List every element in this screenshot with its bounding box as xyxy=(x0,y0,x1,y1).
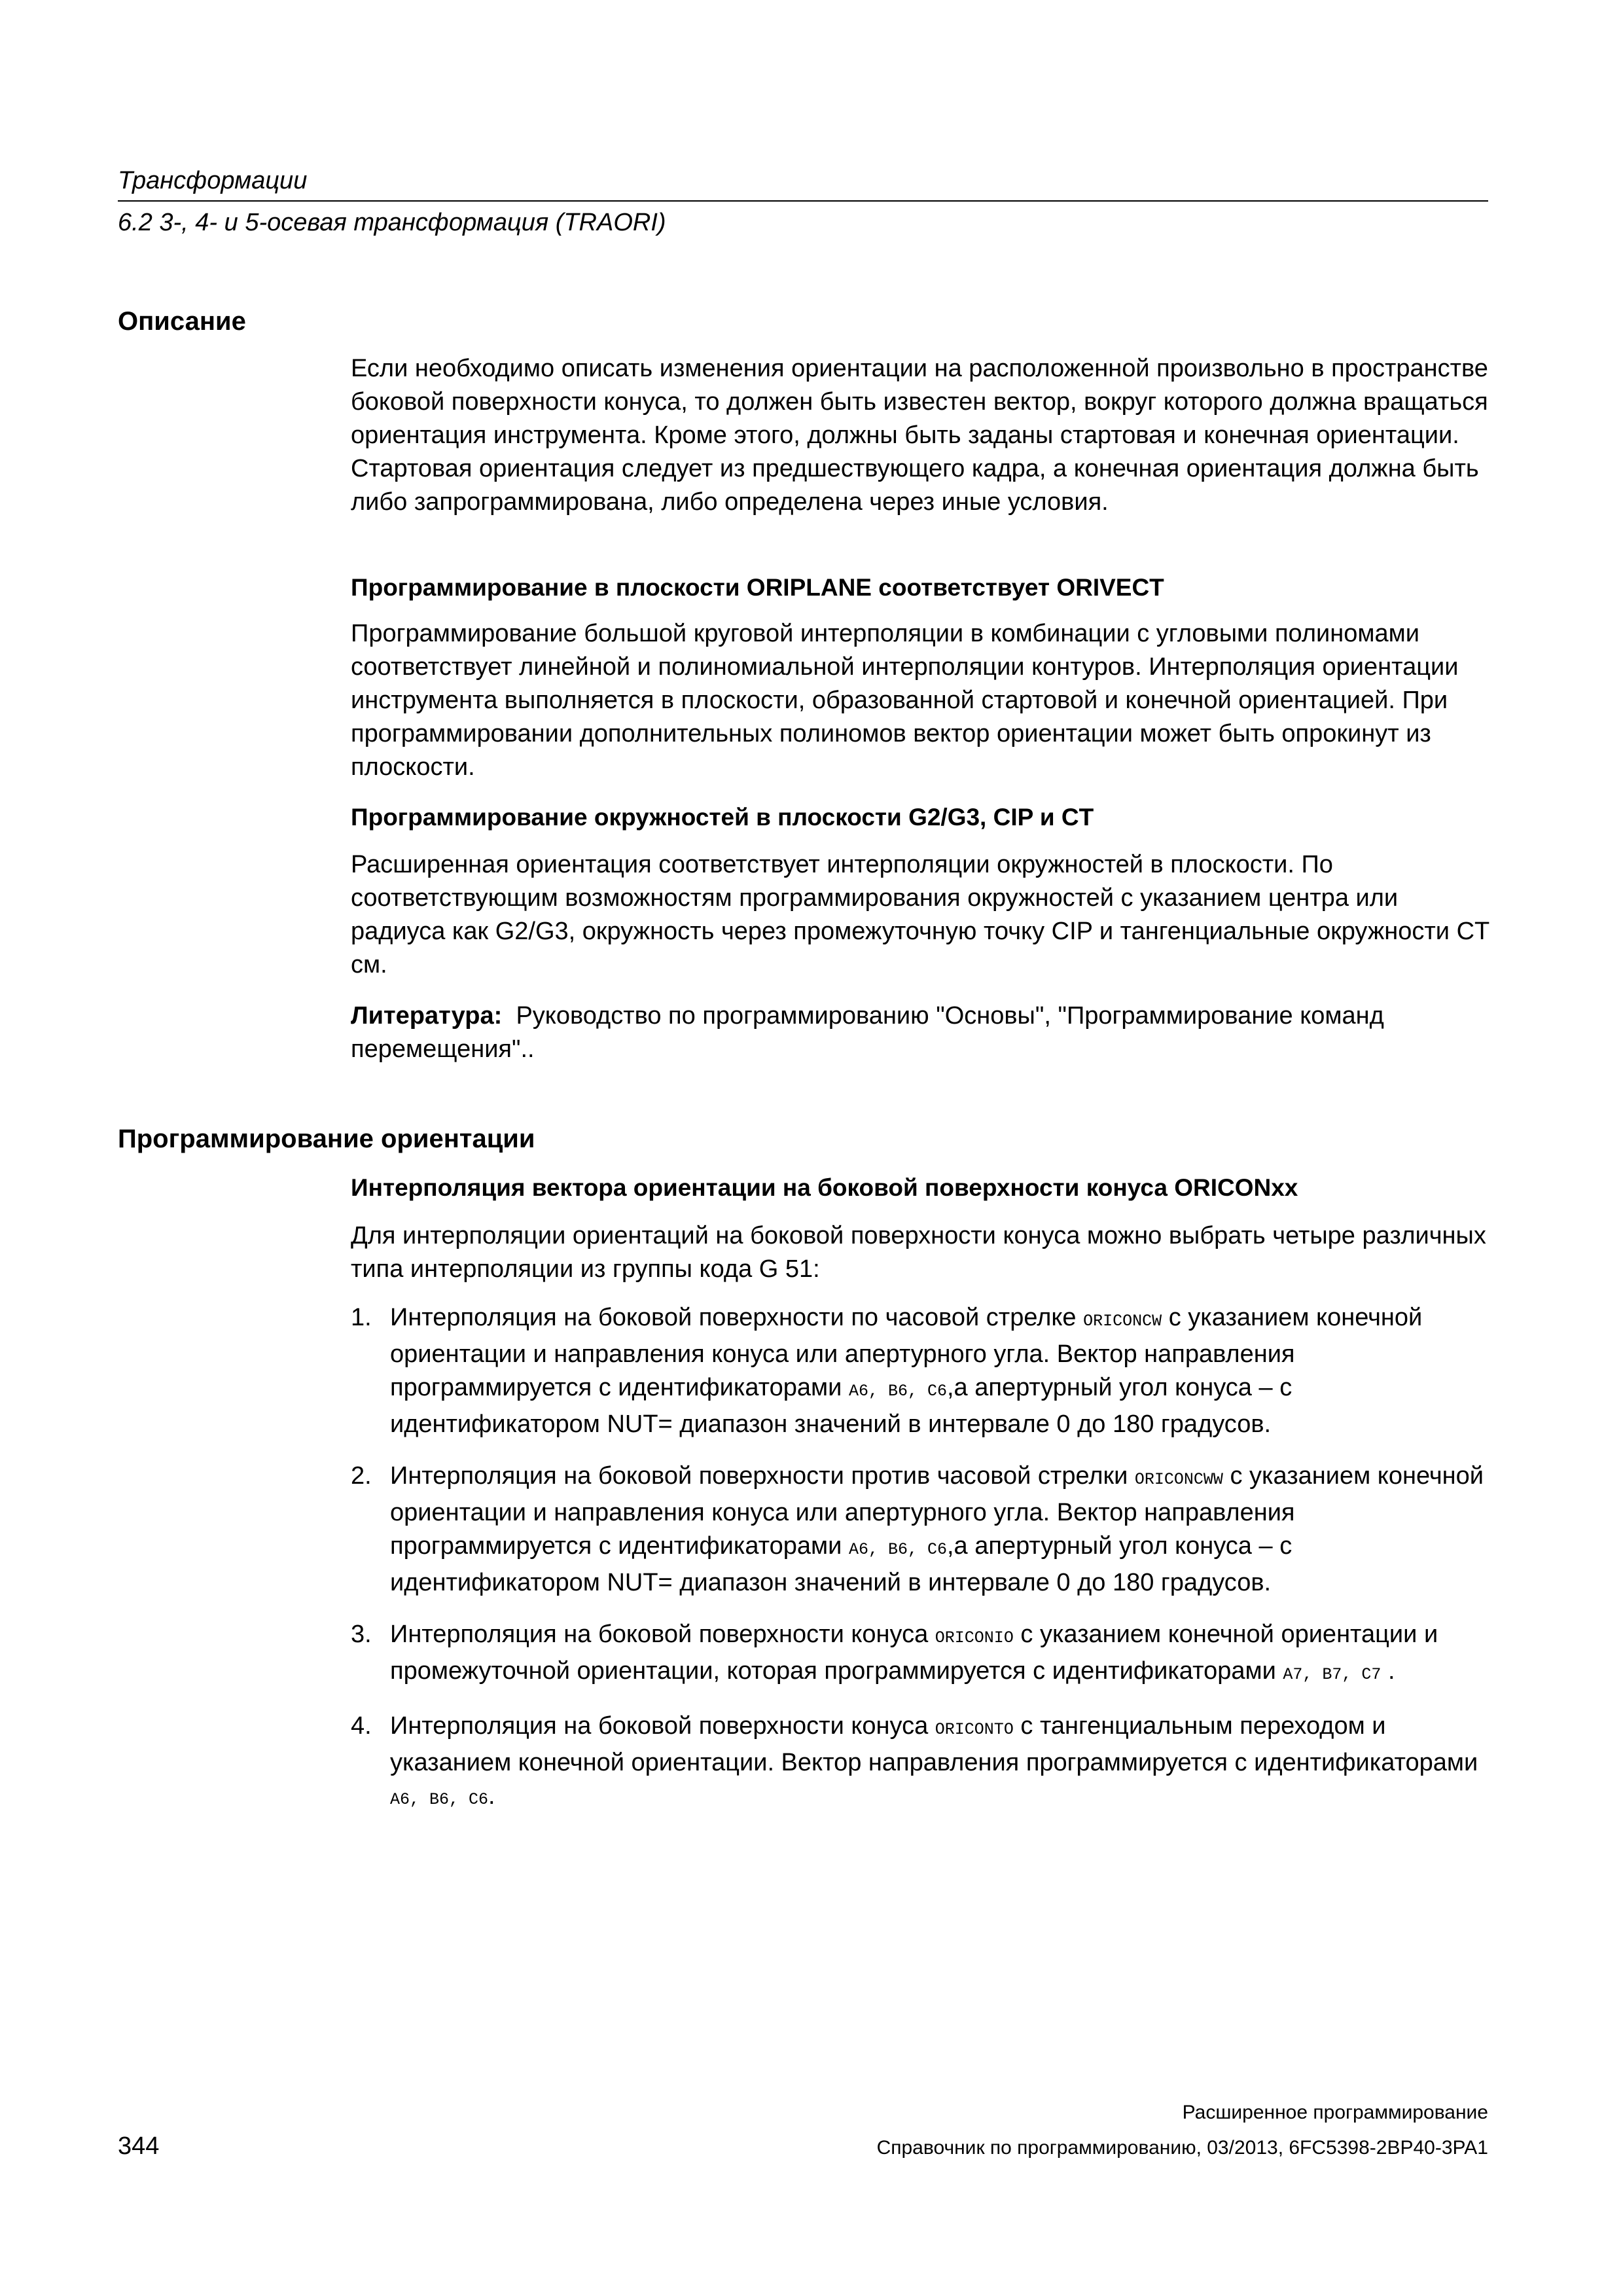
list-item xyxy=(351,1301,1489,1441)
footer-book-title: Расширенное программирование xyxy=(1182,2102,1488,2123)
page-number: 344 xyxy=(118,2132,160,2160)
list-item-text: . xyxy=(1381,1657,1395,1685)
interpolation-list xyxy=(351,1301,1489,1835)
list-item-text: ,а апертурный угол конуса – с идентификатором NUT= диапазон значений в интервале 0 до 180 градусов. xyxy=(390,1374,1293,1438)
list-item-number: 1. xyxy=(351,1304,372,1331)
literature-label: Литература: xyxy=(351,1002,503,1030)
code-keyword: ORICONTO xyxy=(935,1720,1014,1739)
running-header-title: Трансформации xyxy=(118,167,308,194)
oriconxx-intro-text: Для интерполяции ориентаций на боковой поверхности конуса можно выбрать четыре различных типа интерполяции из группы кода G 51: xyxy=(351,1222,1486,1283)
section-heading-description: Описание xyxy=(118,307,246,336)
list-item-text: с указанием конечной ориентации и направления конуса или апертурного угла. Вектор направления программируется с идентификаторами xyxy=(390,1304,1423,1401)
list-item-text: Интерполяция на боковой поверхности конуса xyxy=(390,1712,935,1740)
section-heading-orientation-programming: Программирование ориентации xyxy=(118,1124,535,1153)
list-item-text: с указанием конечной ориентации и промежуточной ориентации, которая программируется с идентификаторами xyxy=(390,1621,1438,1685)
code-keyword: ORICONCW xyxy=(1083,1312,1162,1331)
subheading-oriconxx: Интерполяция вектора ориентации на боковой поверхности конуса ORICONxx xyxy=(351,1174,1298,1201)
list-item-text: с указанием конечной ориентации и направления конуса или апертурного угла. Вектор направления программируется с идентификаторами xyxy=(390,1462,1484,1560)
list-item-number: 3. xyxy=(351,1621,372,1648)
circles-paragraph xyxy=(351,848,1489,982)
list-item-text: ,а апертурный угол конуса – с идентификатором NUT= диапазон значений в интервале 0 до 180 градусов. xyxy=(390,1532,1293,1596)
subheading-circles: Программирование окружностей в плоскости G2/G3, CIP и CT xyxy=(351,804,1094,831)
description-text: Если необходимо описать изменения ориентации на расположенной произвольно в пространстве боковой поверхности конуса, то должен быть известен вектор, вокруг которого должна вращаться ориентация инструмента. Кроме этого, должны быть заданы стартовая и конечная ориентации. Стартовая ориентация следует из предшествующего кадра, а конечная ориентация должна быть либо запрограммирована, либо определена через иные условия. xyxy=(351,355,1488,516)
list-item-number: 4. xyxy=(351,1712,372,1740)
list-item xyxy=(351,1710,1489,1816)
list-item xyxy=(351,1618,1489,1691)
list-item-text: Интерполяция на боковой поверхности против часовой стрелки xyxy=(390,1462,1135,1490)
code-identifiers: A6, B6, C6 xyxy=(848,1540,947,1559)
code-keyword: ORICONCWW xyxy=(1134,1470,1223,1489)
header-divider xyxy=(118,200,1488,202)
list-item-text: Интерполяция на боковой поверхности конуса xyxy=(390,1621,935,1648)
code-identifiers: A6, B6, C6 xyxy=(848,1382,947,1401)
list-item-text: Интерполяция на боковой поверхности по часовой стрелке xyxy=(390,1304,1084,1331)
list-item xyxy=(351,1460,1489,1600)
literature-text: Руководство по программированию "Основы", "Программирование команд перемещения".. xyxy=(351,1002,1384,1063)
code-identifiers: A7, B7, C7 xyxy=(1283,1665,1382,1684)
subheading-oriplane: Программирование в плоскости ORIPLANE соответствует ORIVECT xyxy=(351,574,1164,601)
list-item-text: . xyxy=(488,1782,495,1810)
description-paragraph xyxy=(351,352,1489,519)
list-item-number: 2. xyxy=(351,1462,372,1490)
code-keyword: ORICONIO xyxy=(935,1628,1014,1647)
list-item-text: с тангенциальным переходом и указанием конечной ориентации. Вектор направления программируется с идентификаторами xyxy=(390,1712,1478,1776)
oriconxx-intro xyxy=(351,1219,1489,1286)
code-identifiers: A6, B6, C6 xyxy=(390,1790,489,1809)
oriplane-text: Программирование большой круговой интерполяции в комбинации с угловыми полиномами соответствует линейной и полиномиальной интерполяции контуров. Интерполяция ориентации инструмента выполняется в плоскости, образованной стартовой и конечной ориентацией. При программировании дополнительных полиномов вектор ориентации может быть опрокинут из плоскости. xyxy=(351,620,1459,781)
footer-reference: Справочник по программированию, 03/2013, 6FC5398-2BP40-3PA1 xyxy=(876,2137,1488,2159)
running-header-subtitle: 6.2 3-, 4- и 5-осевая трансформация (TRAORI) xyxy=(118,209,666,236)
literature-paragraph xyxy=(351,999,1489,1066)
circles-text: Расширенная ориентация соответствует интерполяции окружностей в плоскости. По соответствующим возможностям программирования окружностей с указанием центра или радиуса как G2/G3, окружность через промежуточную точку CIP и тангенциальные окружности CT см. xyxy=(351,851,1489,978)
oriplane-paragraph xyxy=(351,617,1489,784)
